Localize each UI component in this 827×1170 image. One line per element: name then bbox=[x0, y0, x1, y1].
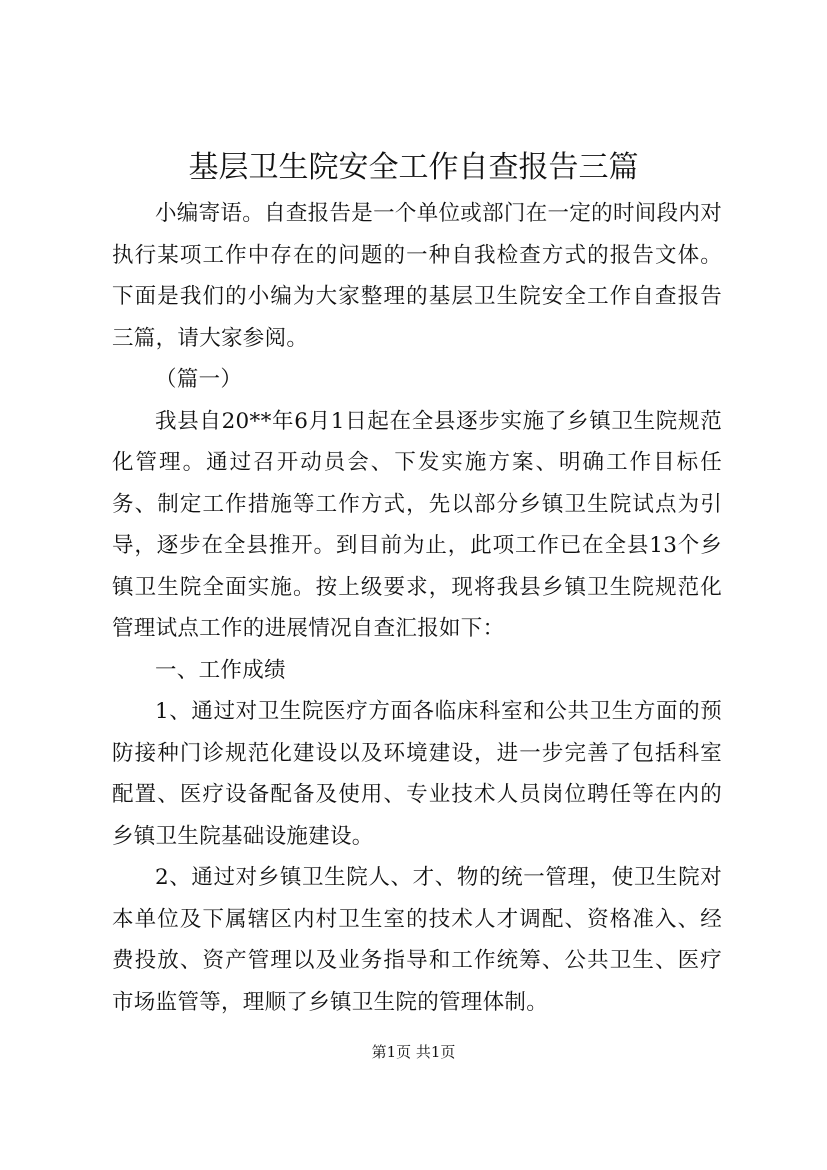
section-heading-part-one: （篇一） bbox=[155, 367, 243, 392]
page-footer: 第1页 共1页 bbox=[371, 1043, 456, 1061]
document-title: 基层卫生院安全工作自查报告三篇 bbox=[188, 150, 639, 185]
document-body bbox=[112, 193, 722, 1023]
body-paragraph: 1、通过对卫生院医疗方面各临床科室和公共卫生方面的预防接种门诊规范化建设以及环境建设，进一步完善了包括科室配置、医疗设备配备及使用、专业技术人员岗位聘任等在内的乡镇卫生院基础设施建设。 bbox=[112, 699, 722, 849]
section-heading-achievements: 一、工作成绩 bbox=[155, 657, 286, 683]
body-paragraph: 2、通过对乡镇卫生院人、才、物的统一管理，使卫生院对本单位及下属辖区内村卫生室的技术人才调配、资格准入、经费投放、资产管理以及业务指导和工作统筹、公共卫生、医疗市场监管等，理顺了乡镇卫生院的管理体制。 bbox=[112, 865, 722, 1015]
body-paragraph: 我县自20**年6月1日起在全县逐步实施了乡镇卫生院规范化管理。通过召开动员会、下发实施方案、明确工作目标任务、制定工作措施等工作方式，先以部分乡镇卫生院试点为引导，逐步在全县推开。到目前为止，此项工作已在全县13个乡镇卫生院全面实施。按上级要求，现将我县乡镇卫生院规范化管理试点工作的进展情况自查汇报如下： bbox=[112, 408, 722, 641]
intro-paragraph: 小编寄语。自查报告是一个单位或部门在一定的时间段内对执行某项工作中存在的问题的一种自我检查方式的报告文体。下面是我们的小编为大家整理的基层卫生院安全工作自查报告三篇，请大家参阅。 bbox=[112, 201, 722, 351]
